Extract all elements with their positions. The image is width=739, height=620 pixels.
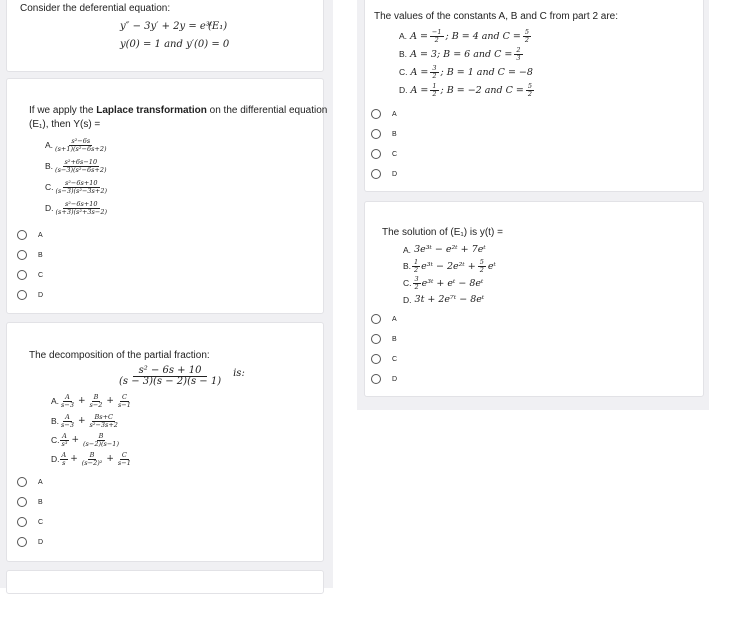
q2-choice-d[interactable]: D	[17, 290, 43, 300]
radio-button[interactable]	[371, 334, 381, 344]
q2-option-b: B. $\frac{\text{s²+6s−10}}{\text{(s−3)(s²−6s+2)}}$	[45, 158, 107, 174]
q5-option-b: B. $\frac{1}{2}$ e³ᵗ − 2e²ᵗ + $\frac{5}{2}$ eᵗ	[403, 258, 496, 274]
radio-button[interactable]	[17, 497, 27, 507]
q5-option-c: C. $\frac{3}{2}$ e³ᵗ + eᵗ − 8eᵗ	[403, 275, 484, 291]
radio-button[interactable]	[17, 230, 27, 240]
q3-main-fraction: $\frac{\text{s² − 6s + 10}}{(s - 3)(s - 2)(s - 1)}$ is:	[119, 365, 245, 387]
q4-choice-a[interactable]: A	[371, 109, 397, 119]
question-card-3	[6, 322, 324, 562]
question-5-intro: The solution of (E₁) is y(t) =	[382, 227, 503, 238]
radio-button[interactable]	[371, 149, 381, 159]
question-1-title: Consider the deferential equation:	[20, 3, 171, 14]
q2-choice-b[interactable]: B	[17, 250, 43, 260]
question-card-4	[364, 0, 704, 192]
q5-choice-d[interactable]: D	[371, 374, 397, 384]
q3-choice-b[interactable]: B	[17, 497, 43, 507]
q5-choice-c[interactable]: C	[371, 354, 397, 364]
q4-option-b: B. A = 3; B = 6 and C = $\frac{2}{3}$	[399, 46, 521, 62]
radio-button[interactable]	[371, 129, 381, 139]
q5-choice-b[interactable]: B	[371, 334, 397, 344]
radio-button[interactable]	[371, 354, 381, 364]
question-3-intro: The decomposition of the partial fraction:	[29, 350, 210, 361]
radio-button[interactable]	[371, 314, 381, 324]
radio-button[interactable]	[371, 169, 381, 179]
q4-choice-d[interactable]: D	[371, 169, 397, 179]
q3-choice-d[interactable]: D	[17, 537, 43, 547]
q3-option-b: B. $\frac{A}{s-3}$ + $\frac{Bs+C}{\text{s²−3s+2}}$	[51, 413, 118, 429]
radio-button[interactable]	[371, 109, 381, 119]
laplace-bold: Laplace transformation	[96, 105, 207, 116]
q2-choice-a[interactable]: A	[17, 230, 43, 240]
radio-button[interactable]	[17, 250, 27, 260]
radio-button[interactable]	[17, 517, 27, 527]
q4-option-d: D. A = $\frac{1}{2}$ ; B = −2 and C = $\frac{5}{2}$	[399, 82, 533, 98]
radio-button[interactable]	[17, 290, 27, 300]
q3-option-a: A. $\frac{A}{s-3}$ + $\frac{B}{s-2}$ + $\frac{C}{s-1}$	[51, 393, 131, 409]
q3-choice-c[interactable]: C	[17, 517, 43, 527]
question-2-intro: If we apply the Laplace transformation on the differential equation	[29, 105, 328, 116]
q3-option-c: C. $\frac{A}{\text{s³}}$ + $\frac{B}{(s-2)(s-1)}$	[51, 432, 119, 448]
question-card-5	[364, 201, 704, 397]
q5-option-a: A. 3e³ᵗ − e²ᵗ + 7eᵗ	[403, 244, 486, 255]
question-card-1	[6, 0, 324, 72]
question-card-2	[6, 78, 328, 314]
q4-choice-b[interactable]: B	[371, 129, 397, 139]
q4-choice-c[interactable]: C	[371, 149, 397, 159]
differential-equation: y″ − 3y′ + 2y = e³ᵗ	[120, 21, 213, 32]
q5-option-d: D. 3t + 2e⁷ᵗ − 8eᵗ	[403, 294, 485, 305]
q3-option-d: D. $\frac{A}{s}$ + $\frac{B}{\text{(s−2)²}}$ + $\frac{C}{s-1}$	[51, 451, 131, 467]
question-4-intro: The values of the constants A, B and C from part 2 are:	[374, 11, 619, 22]
q2-choice-c[interactable]: C	[17, 270, 43, 280]
q5-choice-a[interactable]: A	[371, 314, 397, 324]
q4-option-a: A. A = $\frac{-1}{2}$ ; B = 4 and C = $\frac{5}{2}$	[399, 28, 530, 44]
q2-option-d: D. $\frac{\text{s²−6s+10}}{\text{(s+3)(s²+3s−2)}}$	[45, 200, 108, 216]
q3-choice-a[interactable]: A	[17, 477, 43, 487]
initial-conditions: y(0) = 1 and y′(0) = 0	[120, 39, 230, 50]
radio-button[interactable]	[17, 537, 27, 547]
radio-button[interactable]	[371, 374, 381, 384]
q2-option-a: A. $\frac{\text{s²−6s}}{\text{(s+1)(s²−6s+2)}}$	[45, 137, 107, 153]
question-card-next	[6, 570, 324, 594]
question-2-line2: (E₁), then Y(s) =	[29, 119, 101, 130]
equation-label: (E₁)	[208, 21, 228, 32]
q2-option-c: C. $\frac{\text{s²−6s+10}}{\text{(s−3)(s²−3s+2)}}$	[45, 179, 108, 195]
q4-option-c: C. A = $\frac{3}{2}$ ; B = 1 and C = −8	[399, 64, 533, 80]
radio-button[interactable]	[17, 270, 27, 280]
radio-button[interactable]	[17, 477, 27, 487]
